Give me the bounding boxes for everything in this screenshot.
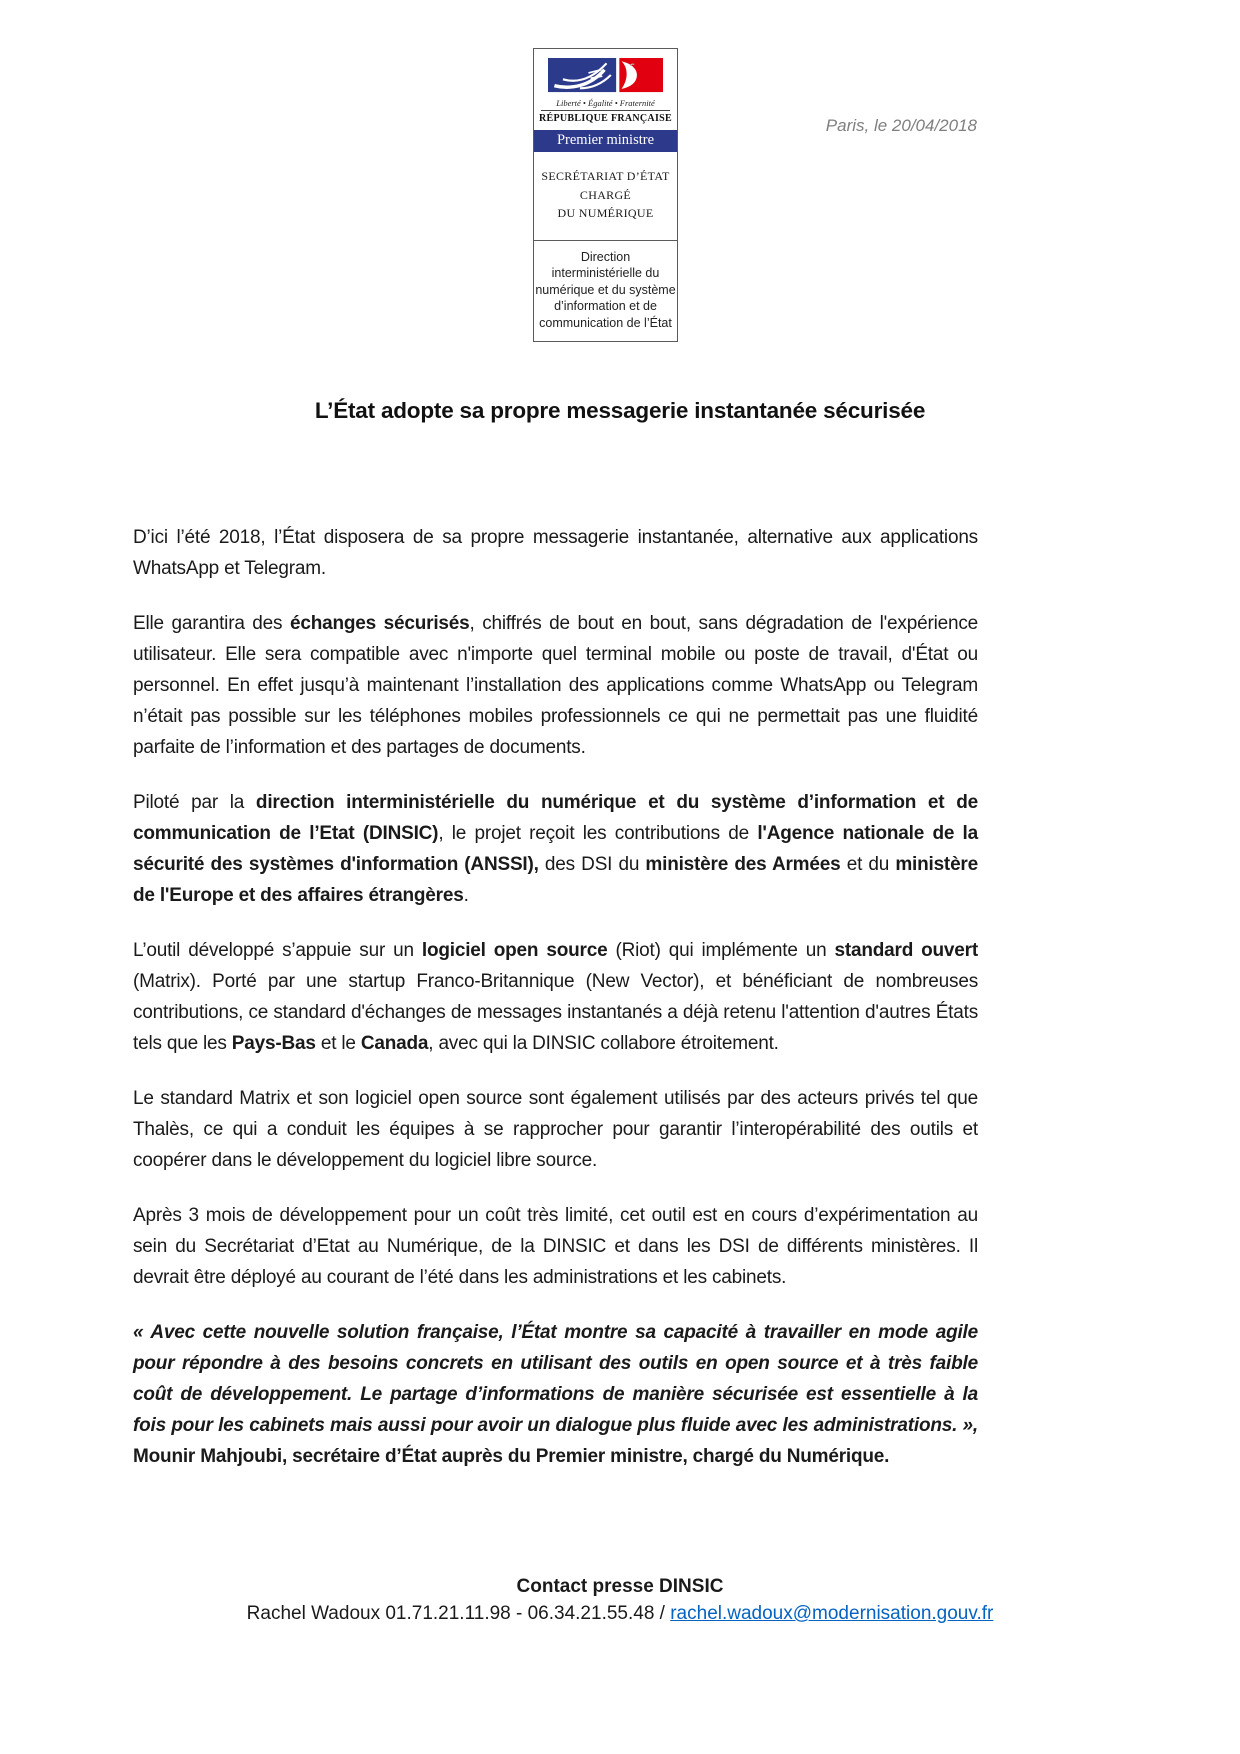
republic-name: RÉPUBLIQUE FRANÇAISE (539, 113, 672, 125)
text-segment: Pays-Bas (231, 1033, 316, 1054)
text-segment: (Matrix). Porté par une startup Franco-Britannique (New Vector), et bénéficiant de nombreuses contributions, ce standard d'échanges de messages instantanés a déjà retenu l'attention d'autres États tels que les (133, 971, 978, 1054)
press-release-date: Paris, le 20/04/2018 (825, 116, 977, 135)
text-segment: et le (315, 1033, 361, 1054)
premier-ministre-band: Premier ministre (534, 130, 677, 152)
text-segment: direction interministérielle du numérique et du système d’information et de communication de l’Etat (DINSIC) (133, 792, 978, 844)
text-segment: l'Agence nationale de la sécurité des systèmes d'information (ANSSI), (133, 823, 979, 875)
body-paragraph (133, 1317, 978, 1472)
contact-email-link[interactable]: rachel.wadoux@modernisation.gouv.fr (670, 1603, 994, 1624)
contact-phone-text: Rachel Wadoux 01.71.21.11.98 - 06.34.21.55.48 / (246, 1603, 671, 1624)
logo-top-box (533, 48, 678, 241)
text-segment: logiciel open source (421, 940, 608, 961)
secretariat-line-3: DU NUMÉRIQUE (557, 206, 654, 221)
text-segment: « Avec cette nouvelle solution française, l’État montre sa capacité à travailler en mode agile pour répondre à des besoins concrets en utilisant des outils en open source et à très faible coût de développement. Le partage d’informations de manière sécurisée est essentielle à la fois pour les cabinets mais aussi pour avoir un dialogue plus fluide avec les administrations. », (133, 1322, 978, 1436)
contact-line (0, 1603, 1240, 1625)
body-paragraph (133, 608, 978, 763)
republic-logo-block (533, 48, 678, 342)
text-segment: , avec qui la DINSIC collabore étroitement. (428, 1033, 779, 1054)
text-segment: D’ici l’été 2018, l’État disposera de sa propre messagerie instantanée, alternative aux applications WhatsApp et Telegram. (133, 527, 978, 579)
text-segment: échanges sécurisés (289, 613, 470, 634)
text-segment: (Riot) qui implémente un (607, 940, 835, 961)
text-segment: Le standard Matrix et son logiciel open source sont également utilisés par des acteurs privés tel que Thalès, ce qui a conduit les équipes à se rapprocher pour garantir l’interopérabilité des outils et coopérer dans le développement du logiciel libre source. (133, 1088, 978, 1171)
text-segment: , chiffrés de bout en bout, sans dégradation de l'expérience utilisateur. Elle sera compatible avec n'importe quel terminal mobile ou poste de travail, d'État ou personnel. En effet jusqu’à maintenant l’installation des applications comme WhatsApp ou Telegram n’était pas possible sur les téléphones mobiles professionnels ce qui ne permettait pas une fluidité parfaite de l’information et des partages de documents. (133, 613, 979, 758)
secretariat-label (534, 152, 677, 240)
footer (0, 1576, 1240, 1625)
text-segment: Après 3 mois de développement pour un coût très limité, cet outil est en cours d’expérimentation au sein du Secrétariat d’Etat au Numérique, de la DINSIC et dans les DSI de différents ministères. Il devrait être déployé au courant de l’été dans les administrations et les cabinets. (133, 1205, 978, 1288)
direction-label: Direction interministérielle du numérique et du système d’information et de communication de l’État (533, 241, 678, 343)
text-segment: . (463, 885, 469, 906)
text-segment: , le projet reçoit les contributions de (438, 823, 758, 844)
marianne-flag-icon (534, 49, 677, 94)
contact-title: Contact presse DINSIC (516, 1576, 724, 1597)
text-segment: ministère de l'Europe et des affaires étrangères (133, 854, 978, 906)
secretariat-line-2: CHARGÉ (579, 187, 632, 202)
text-segment: ministère des Armées (645, 854, 841, 875)
motto-text: Liberté • Égalité • Fraternité (541, 98, 670, 111)
text-segment: des DSI du (538, 854, 646, 875)
page-title: L’État adopte sa propre messagerie instantanée sécurisée (314, 398, 926, 423)
text-segment: et du (840, 854, 896, 875)
text-segment: Piloté par la (133, 792, 256, 813)
text-segment: Elle garantira des (133, 613, 290, 634)
text-segment: Canada (360, 1033, 429, 1054)
text-segment: Mounir Mahjoubi, secrétaire d’État auprès du Premier ministre, chargé du Numérique. (133, 1446, 890, 1467)
body-paragraph (133, 1083, 978, 1176)
article-body (133, 522, 978, 1496)
body-paragraph (133, 935, 978, 1059)
secretariat-line-1: SECRÉTARIAT D’ÉTAT (541, 169, 670, 184)
body-paragraph (133, 522, 978, 584)
body-paragraph (133, 787, 978, 911)
text-segment: standard ouvert (834, 940, 978, 961)
text-segment: L’outil développé s’appuie sur un (133, 940, 422, 961)
body-paragraph (133, 1200, 978, 1293)
